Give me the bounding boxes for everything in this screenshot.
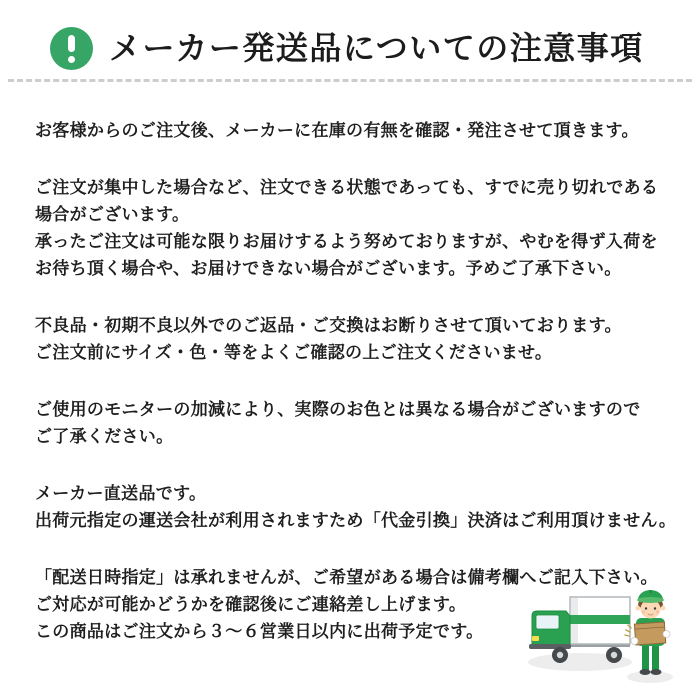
notice-line: ご対応が可能かどうかを確認後にご連絡差し上げます。	[35, 595, 467, 615]
notice-line: 場合がございます。	[35, 205, 190, 225]
notice-line: お客様からのご注文後、メーカーに在庫の有無を確認・発注させて頂きます。	[35, 121, 639, 141]
exclamation-circle-icon	[50, 27, 93, 70]
notice-line: 「配送日時指定」は承れませんが、ご希望がある場合は備考欄へご記入下さい。	[35, 568, 658, 588]
page-title: メーカー発送品についての注意事項	[109, 29, 644, 67]
notice-line: 承ったご注文は可能な限りお届けするよう努めておりますが、やむを得ず入荷を	[35, 232, 658, 252]
paragraph-monitor-color	[35, 397, 670, 451]
notice-line: ご了承ください。	[35, 427, 174, 447]
paragraph-direct-shipping	[35, 481, 677, 535]
notice-body	[0, 82, 700, 646]
notice-header	[0, 0, 700, 70]
paragraph-stock-availability	[35, 175, 670, 283]
notice-line: メーカー直送品です。	[35, 484, 207, 504]
notice-line: 不良品・初期不良以外でのご返品・ご交換はお断りさせて頂いております。	[35, 316, 622, 336]
paragraph-order-confirmation	[35, 118, 670, 145]
exclamation-bar	[68, 35, 75, 52]
paragraph-returns-policy	[35, 313, 670, 367]
notice-line: ご使用のモニターの加減により、実際のお色とは異なる場合がございますので	[35, 400, 641, 420]
notice-line: 出荷元指定の運送会社が利用されますため「代金引換」決済はご利用頂けません。	[35, 511, 677, 531]
exclamation-dot	[68, 56, 75, 63]
notice-line: この商品はご注文から３～６営業日以内に出荷予定です。	[35, 622, 484, 642]
notice-line: お待ち頂く場合や、お届けできない場合がございます。予めご了承下さい。	[35, 259, 622, 279]
delivery-truck-illustration	[524, 578, 680, 688]
notice-line: ご注文前にサイズ・色・等をよくご確認の上ご注文くださいませ。	[35, 343, 553, 363]
notice-line: ご注文が集中した場合など、注文できる状態であっても、すでに売り切れである	[35, 178, 659, 198]
